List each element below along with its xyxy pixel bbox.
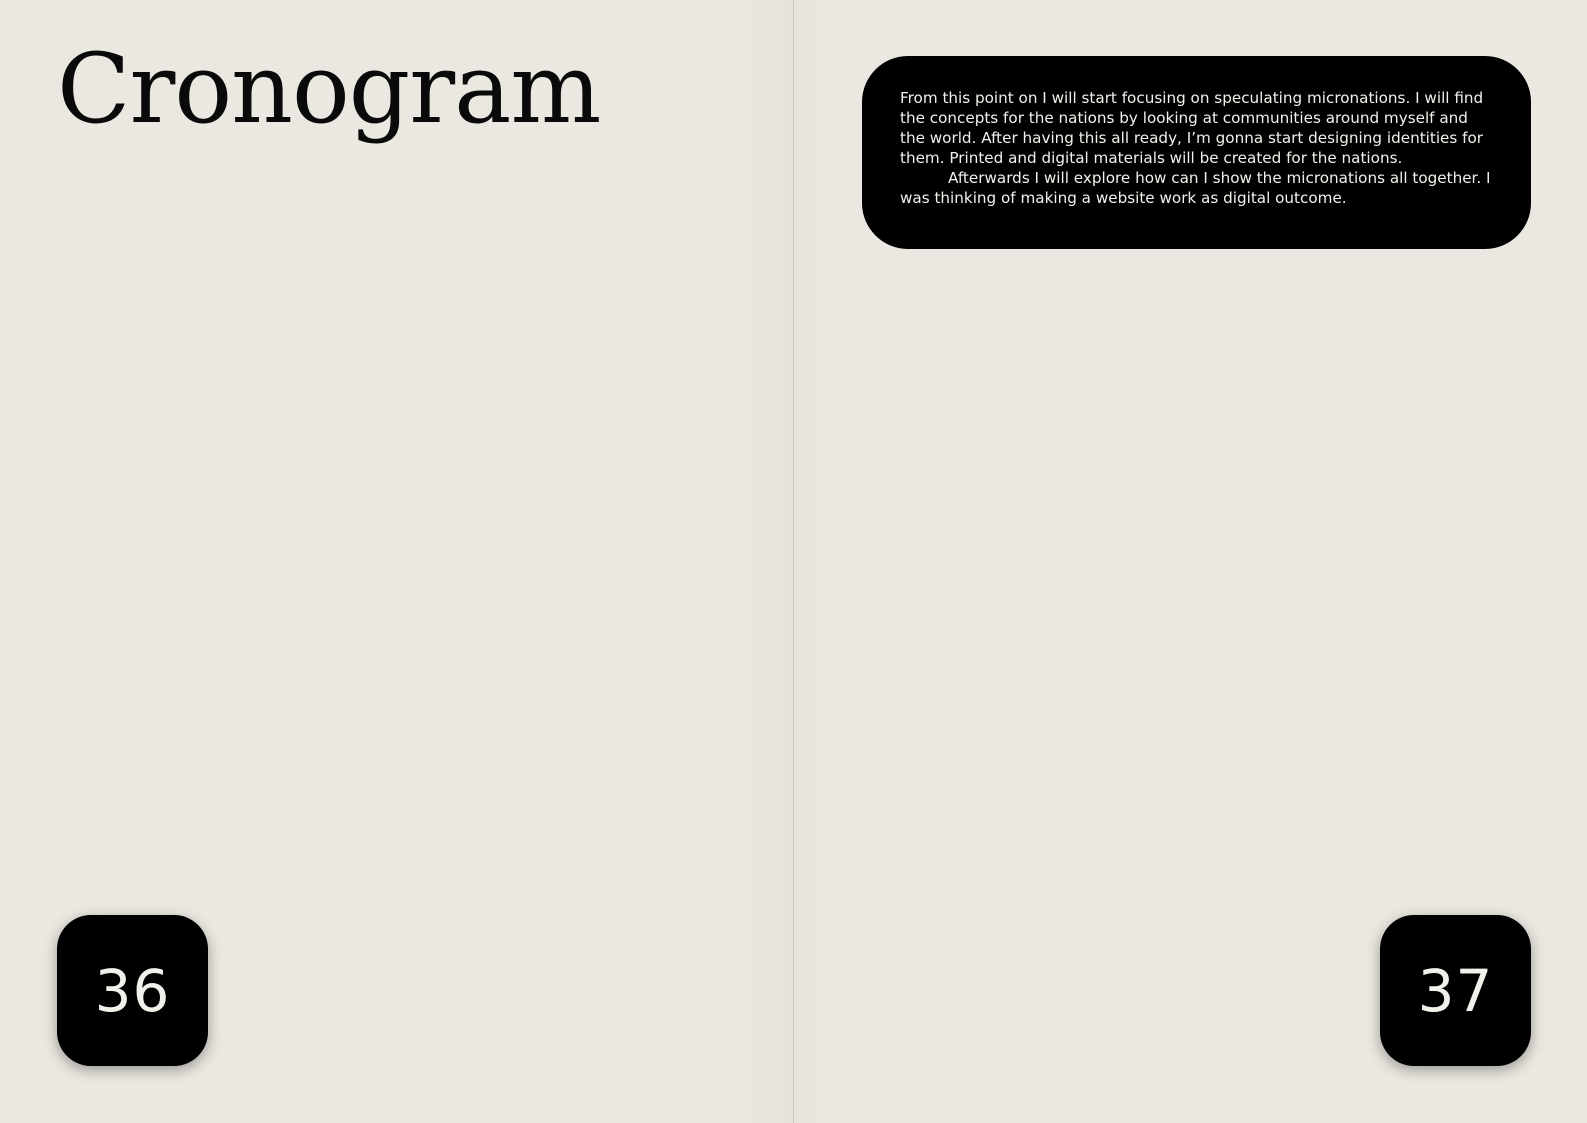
body-paragraph-2: Afterwards I will explore how can I show the micronations all together. I was thinking of making a website work as digital outcome. — [900, 169, 1491, 207]
body-text-box — [862, 56, 1531, 249]
page-number-badge-left — [57, 915, 208, 1066]
body-paragraph-1: From this point on I will start focusing on speculating micronations. I will find the concepts for the nations by looking at communities around myself and the world. After having this all ready, I’m gonna start designing identities for them. Printed and digital materials will be created for the nations. — [900, 89, 1484, 167]
page-number-badge-right — [1380, 915, 1531, 1066]
left-page — [0, 0, 793, 1123]
page-title: Cronogram — [57, 33, 601, 145]
page-number-right: 37 — [1417, 956, 1494, 1025]
page-number-left: 36 — [94, 956, 171, 1025]
